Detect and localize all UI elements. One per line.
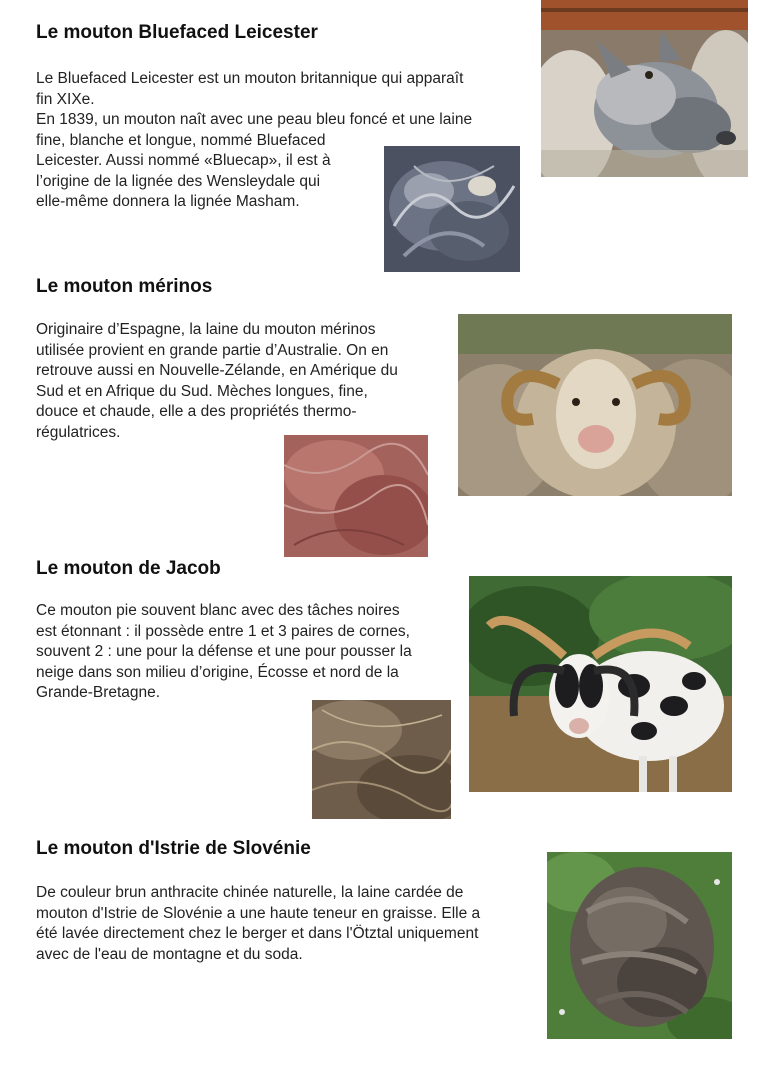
section-title-merinos: Le mouton mérinos	[36, 276, 213, 297]
bluefaced-wool-photo	[384, 146, 520, 272]
istrie-wool-photo	[547, 852, 732, 1039]
section-text-istrie: De couleur brun anthracite chinée naturelle, la laine cardée de mouton d'Istrie de Slovénie a une haute teneur en graisse. Elle a été lavée directement chez le berger et dans l'Ötztal uniquement avec de l'eau de montagne et du soda.	[36, 884, 481, 963]
section-title-bluefaced: Le mouton Bluefaced Leicester	[36, 22, 318, 43]
jacob-wool-photo	[312, 700, 451, 819]
section-text-bluefaced: Le Bluefaced Leicester est un mouton britannique qui apparaît fin XIXe. En 1839, un mouton naît avec une peau bleu foncé et une laine fine, blanche et longue, nommé Bluefaced Leicester. Aussi nommé «Bluecap», il est à l’origine de la lignée des Wensleydale qui elle-même donnera la lignée Masham.	[36, 70, 473, 210]
jacob-sheep-photo	[469, 576, 732, 792]
merinos-sheep-photo	[458, 314, 732, 496]
bluefaced-sheep-photo	[541, 0, 748, 177]
section-text-merinos: Originaire d’Espagne, la laine du mouton mérinos utilisée provient en grande partie d’Australie. On en retrouve aussi en Nouvelle-Zélande, en Amérique du Sud et en Afrique du Sud. Mèches longues, fine, douce et chaude, elle a des propriétés thermo- régulatrices.	[36, 321, 398, 441]
section-title-istrie: Le mouton d'Istrie de Slovénie	[36, 838, 311, 859]
merinos-wool-photo	[284, 435, 428, 557]
section-title-jacob: Le mouton de Jacob	[36, 558, 221, 579]
section-text-jacob: Ce mouton pie souvent blanc avec des tâches noires est étonnant : il possède entre 1 et 3 paires de cornes, souvent 2 : une pour la défense et une pour pousser la neige dans son milieu d’origine, Écosse et nord de la Grande-Bretagne.	[36, 602, 412, 701]
